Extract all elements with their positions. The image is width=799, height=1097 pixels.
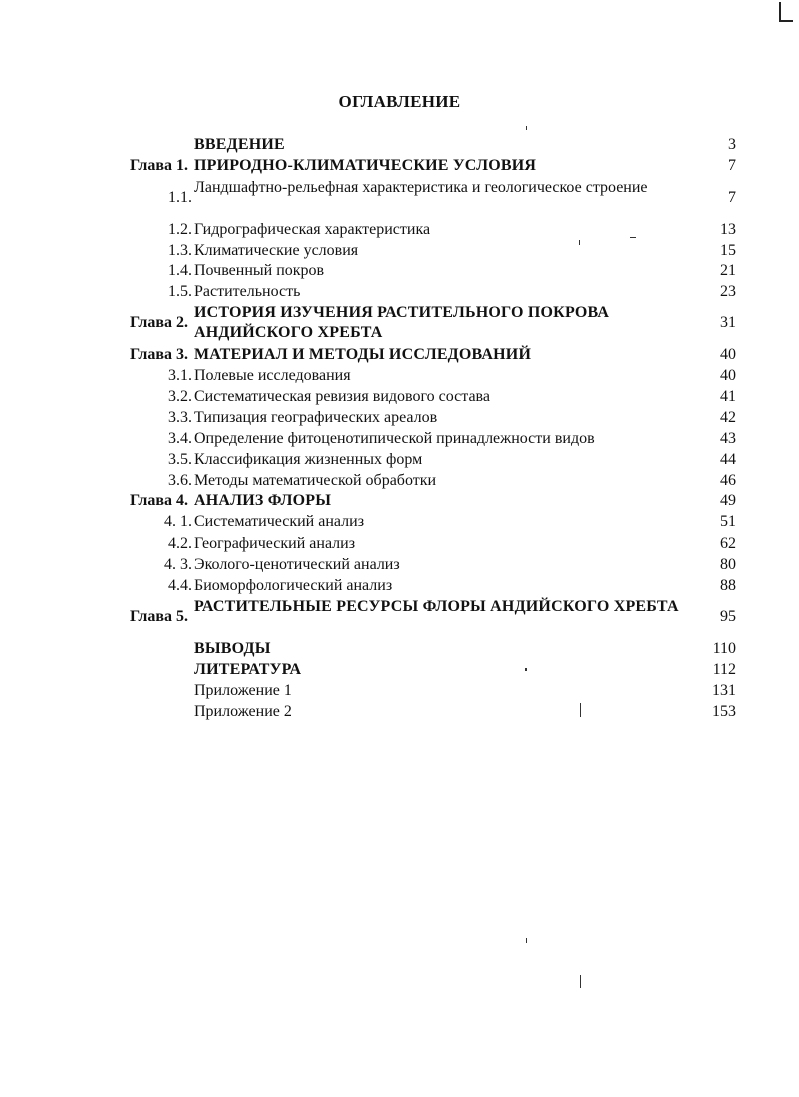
toc-entry-title: ЛИТЕРАТУРА	[194, 661, 302, 678]
toc-entry-number: Глава 1.	[130, 157, 188, 174]
toc-entry-page: 43	[720, 430, 736, 447]
toc-entry-page: 62	[720, 535, 736, 552]
toc-entry-title: Систематический анализ	[194, 513, 365, 530]
toc-entry-page: 110	[712, 640, 736, 657]
toc-entry-title: Методы математической обработки	[194, 472, 437, 489]
toc-entry-page: 40	[720, 367, 736, 384]
toc-entry-page: 13	[720, 221, 736, 238]
toc-entry-number: 4. 3.	[164, 556, 192, 573]
toc-entry-title: Определение фитоценотипической принадлежности видов	[194, 430, 595, 447]
toc-entry-number: 3.2.	[168, 388, 192, 405]
toc-entry-title: МАТЕРИАЛ И МЕТОДЫ ИССЛЕДОВАНИЙ	[194, 346, 532, 363]
toc-entry-page: 49	[720, 492, 736, 509]
toc-entry-page: 153	[712, 703, 736, 720]
toc-entry-number: 1.1.	[168, 189, 192, 206]
toc-title: ОГЛАВЛЕНИЕ	[338, 92, 461, 111]
toc-entry-title: АНАЛИЗ ФЛОРЫ	[194, 492, 332, 509]
toc-entry-number: 3.5.	[168, 451, 192, 468]
scan-speck	[526, 938, 527, 943]
toc-entry-title: Приложение 2	[194, 703, 292, 720]
toc-entry-title: РАСТИТЕЛЬНЫЕ РЕСУРСЫ ФЛОРЫ АНДИЙСКОГО ХРЕБТА	[194, 598, 679, 615]
toc-entry-number: 4. 1.	[164, 513, 192, 530]
toc-entry-title: Приложение 1	[194, 682, 292, 699]
toc-entry-page: 31	[720, 314, 736, 331]
toc-entry-title: ВВЕДЕНИЕ	[194, 136, 285, 153]
toc-entry-page: 51	[720, 513, 736, 530]
toc-entry-title: Полевые исследования	[194, 367, 351, 384]
toc-entry-page: 21	[720, 262, 736, 279]
toc-entry-page: 7	[728, 157, 736, 174]
scan-speck	[526, 126, 527, 130]
toc-entry-page: 88	[720, 577, 736, 594]
toc-entry-title: Растительность	[194, 283, 301, 300]
toc-entry-page: 23	[720, 283, 736, 300]
toc-entry-page: 80	[720, 556, 736, 573]
toc-entry-title: Классификация жизненных форм	[194, 451, 423, 468]
toc-entry-number: 4.4.	[168, 577, 192, 594]
toc-entry-page: 46	[720, 472, 736, 489]
toc-entry-number: 4.2.	[168, 535, 192, 552]
toc-entry-title: Почвенный покров	[194, 262, 325, 279]
toc-entry-number: 1.4.	[168, 262, 192, 279]
toc-entry-page: 7	[728, 189, 736, 206]
toc-entry-title: Гидрографическая характеристика	[194, 221, 431, 238]
scan-corner-mark	[779, 2, 793, 22]
toc-entry-page: 112	[712, 661, 736, 678]
toc-entry-title: Географический анализ	[194, 535, 356, 552]
toc-entry-number: Глава 5.	[130, 608, 188, 625]
toc-entry-title: Типизация географических ареалов	[194, 409, 438, 426]
toc-entry-title: Биоморфологический анализ	[194, 577, 393, 594]
toc-entry-number: 3.1.	[168, 367, 192, 384]
toc-entry-number: 1.2.	[168, 221, 192, 238]
toc-entry-number: 1.3.	[168, 242, 192, 259]
toc-entry-number: 3.4.	[168, 430, 192, 447]
toc-entry-page: 41	[720, 388, 736, 405]
toc-entry-title: Ландшафтно-рельефная характеристика и геологическое строение	[194, 179, 648, 196]
toc-entry-number: 3.6.	[168, 472, 192, 489]
toc-entry-title: ВЫВОДЫ	[194, 640, 271, 657]
toc-entry-number: Глава 3.	[130, 346, 188, 363]
toc-entry-title: ПРИРОДНО-КЛИМАТИЧЕСКИЕ УСЛОВИЯ	[194, 157, 537, 174]
toc-entry-number: 3.3.	[168, 409, 192, 426]
toc-entry-title: Систематическая ревизия видового состава	[194, 388, 490, 405]
toc-entry-number: Глава 4.	[130, 492, 188, 509]
toc-entry-page: 40	[720, 346, 736, 363]
toc-entry-title: Эколого-ценотический анализ	[194, 556, 400, 573]
toc-entry-page: 44	[720, 451, 736, 468]
scan-speck	[580, 975, 581, 988]
toc-entry-page: 3	[728, 136, 736, 153]
toc-entry-number: Глава 2.	[130, 314, 188, 331]
toc-entry-page: 95	[720, 608, 736, 625]
toc-entry-page: 42	[720, 409, 736, 426]
toc-entry-title: Климатические условия	[194, 242, 359, 259]
toc-entry-page: 131	[712, 682, 736, 699]
toc-entry-page: 15	[720, 242, 736, 259]
toc-entry-title: ИСТОРИЯ ИЗУЧЕНИЯ РАСТИТЕЛЬНОГО ПОКРОВА АНДИЙСКОГО ХРЕБТА	[194, 304, 610, 341]
toc-entry-number: 1.5.	[168, 283, 192, 300]
